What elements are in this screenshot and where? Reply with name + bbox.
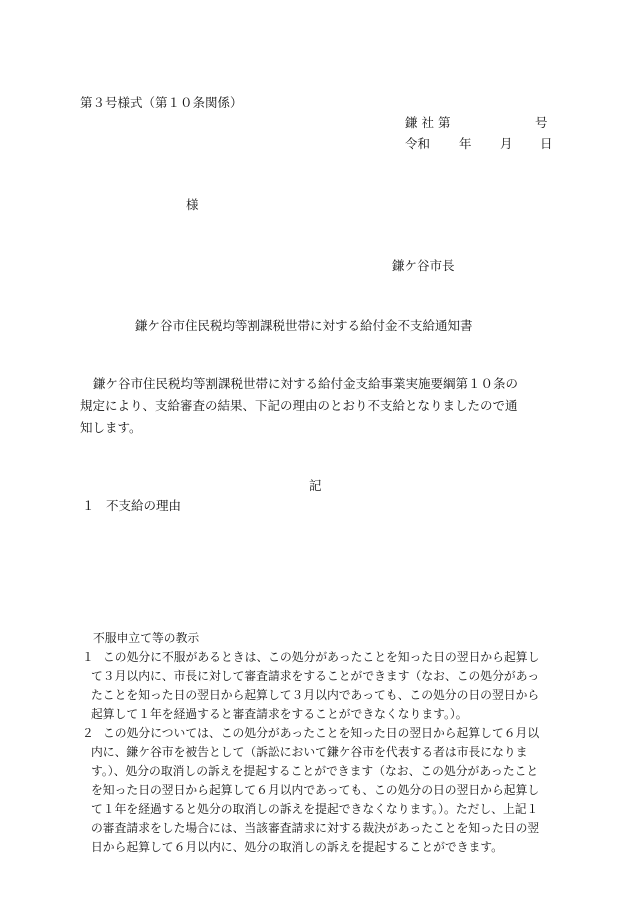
- body-line: 鎌ケ谷市住民税均等割課税世帯に対する給付金支給事業実施要綱第１０条の: [93, 376, 519, 391]
- appeal-item-line: たことを知った日の翌日から起算して３月以内であっても、この処分の日の翌日から: [91, 688, 540, 702]
- doc-number-suffix: 号: [535, 115, 548, 130]
- appeal-item-line: 日から起算して６月以内に、処分の取消しの訴えを提起することができます。: [91, 840, 503, 854]
- recipient-honorific: 様: [186, 197, 199, 212]
- ki-marker: 記: [309, 478, 322, 493]
- date-month: 月: [500, 136, 513, 151]
- date-era: 令和: [405, 136, 431, 151]
- appeal-item-line: この処分については、この処分があったことを知った日の翌日から起算して６月以: [103, 726, 540, 740]
- appeal-item-line: この処分に不服があるときは、この処分があったことを知った日の翌日から起算し: [103, 650, 540, 664]
- body-line: 知します。: [80, 420, 142, 435]
- appeal-heading: 不服申立て等の教示: [93, 631, 200, 645]
- appeal-item-line: す。）、処分の取消しの訴えを提起することができます（なお、この処分があったこと: [91, 764, 539, 778]
- appeal-item-number: ２: [82, 726, 94, 740]
- appeal-item-line: を知った日の翌日から起算して６月以内であっても、この処分の日の翌日から起算し: [91, 783, 540, 797]
- form-label: 第３号様式（第１０条関係）: [80, 95, 243, 110]
- doc-number-prefix: 鎌 社 第: [405, 115, 451, 130]
- appeal-item-line: の審査請求をした場合には、当該審査請求に対する裁決があったことを知った日の翌: [91, 821, 540, 835]
- date-day: 日: [540, 136, 553, 151]
- appeal-item-line: て１年を経過すると処分の取消しの訴えを提起できなくなります。）。ただし、上記１: [91, 802, 539, 816]
- reason-heading: 不支給の理由: [106, 498, 182, 513]
- appeal-item-line: て３月以内に、市長に対して審査請求をすることができます（なお、この処分があっ: [91, 669, 540, 683]
- body-line: 規定により、支給審査の結果、下記の理由のとおり不支給となりましたので通: [80, 398, 518, 413]
- document-title: 鎌ケ谷市住民税均等割課税世帯に対する給付金不支給通知書: [135, 318, 473, 333]
- sender-name: 鎌ケ谷市長: [392, 258, 455, 273]
- appeal-item-number: １: [82, 650, 94, 664]
- reason-number: １: [82, 498, 95, 513]
- date-year: 年: [459, 136, 472, 151]
- appeal-item-line: 内に、鎌ケ谷市を被告として（訴訟において鎌ケ谷市を代表する者は市長になりま: [91, 745, 528, 759]
- appeal-item-line: 起算して１年を経過すると審査請求をすることができなくなります。）。: [91, 707, 468, 721]
